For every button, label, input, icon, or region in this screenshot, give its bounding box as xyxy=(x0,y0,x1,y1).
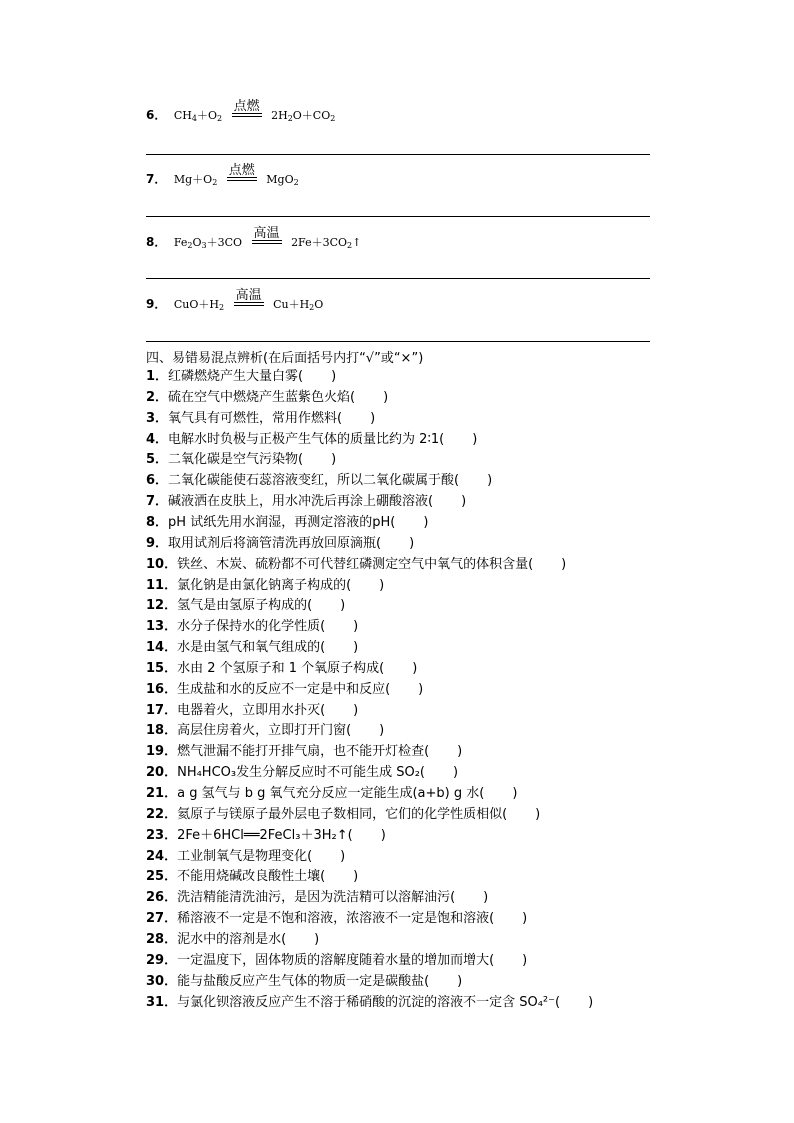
item-text: 燃气泄漏不能打开排气扇，也不能开灯检查( xyxy=(177,744,430,760)
section-title: 四、易错易混点辨析(在后面括号内打“√”或“×”) xyxy=(146,351,424,366)
list-item xyxy=(146,763,458,783)
list-item xyxy=(146,909,527,929)
equation-number: 8． xyxy=(146,235,167,249)
item-number: 17． xyxy=(146,702,178,718)
answer-line xyxy=(146,341,650,342)
list-item xyxy=(146,888,488,908)
list-item xyxy=(146,805,540,825)
item-number: 21． xyxy=(146,786,178,801)
close-paren: ) xyxy=(472,431,478,447)
list-item xyxy=(146,701,358,721)
close-paren: ) xyxy=(379,723,385,739)
item-number: 27． xyxy=(146,911,178,927)
close-paren: ) xyxy=(353,640,359,656)
list-item xyxy=(146,430,477,450)
item-text: 铁丝、木炭、硫粉都不可代替红磷测定空气中氧气的体积含量( xyxy=(177,556,534,572)
list-item xyxy=(146,596,345,616)
close-paren: ) xyxy=(353,619,359,635)
close-paren: ) xyxy=(353,702,359,718)
list-item xyxy=(146,617,358,637)
list-item xyxy=(146,784,517,804)
item-number: 19． xyxy=(146,744,178,760)
close-paren: ) xyxy=(314,931,320,947)
item-number: 1． xyxy=(146,369,169,384)
close-paren: ) xyxy=(331,452,337,468)
item-text: 取用试剂后将滴管清洗再放回原滴瓶( xyxy=(168,535,382,551)
close-paren: ) xyxy=(418,681,424,697)
list-item xyxy=(146,388,388,408)
list-item xyxy=(146,367,336,387)
item-number: 29． xyxy=(146,952,178,968)
close-paren: ) xyxy=(535,806,541,822)
close-paren: ) xyxy=(461,494,467,510)
item-text: 氯化钠是由氯化钠离子构成的( xyxy=(177,577,352,593)
close-paren: ) xyxy=(340,598,346,614)
item-text: 生成盐和水的反应不一定是中和反应( xyxy=(177,681,391,697)
gas-arrow: ↑ xyxy=(352,236,362,249)
item-text: 水分子保持水的化学性质( xyxy=(177,619,326,635)
item-number: 10． xyxy=(146,556,178,572)
item-number: 4． xyxy=(146,431,169,447)
list-item xyxy=(146,659,417,679)
item-text: NH₄HCO₃发生分解反应时不可能生成 SO₂( xyxy=(177,765,426,781)
list-item xyxy=(146,409,375,429)
reaction-condition: 高温 xyxy=(234,298,264,312)
close-paren: ) xyxy=(457,744,463,760)
item-number: 18． xyxy=(146,723,178,739)
item-text: 碱液洒在皮肤上，用水冲洗后再涂上硼酸溶液( xyxy=(168,494,434,510)
item-number: 5． xyxy=(146,452,169,468)
item-text: 稀溶液不一定是不饱和溶液，浓溶液不一定是饱和溶液( xyxy=(177,911,495,927)
close-paren: ) xyxy=(588,994,594,1010)
item-text: 电器着火，立即用水扑灭( xyxy=(177,702,326,718)
close-paren: ) xyxy=(561,556,567,572)
item-number: 15． xyxy=(146,660,178,676)
item-number: 6． xyxy=(146,473,169,489)
item-number: 11． xyxy=(146,577,178,593)
list-item xyxy=(146,847,345,867)
close-paren: ) xyxy=(457,973,463,989)
item-number: 7． xyxy=(146,494,169,510)
item-text: 二氧化碳是空气污染物( xyxy=(168,452,304,468)
item-number: 12． xyxy=(146,598,178,614)
reaction-condition: 点燃 xyxy=(227,173,257,187)
item-text: 一定温度下，固体物质的溶解度随着水量的增加而增大( xyxy=(177,952,495,968)
close-paren: ) xyxy=(522,952,528,968)
list-item xyxy=(146,930,319,950)
list-item xyxy=(146,638,358,658)
item-text: 洗洁精能清洗油污，是因为洗洁精可以溶解油污( xyxy=(177,890,456,906)
list-item xyxy=(146,450,336,470)
equation-number: 9． xyxy=(146,297,167,311)
list-item xyxy=(146,742,462,762)
reaction-condition: 点燃 xyxy=(232,109,262,123)
item-text: 二氧化碳能使石蕊溶液变红，所以二氧化碳属于酸( xyxy=(168,473,460,489)
item-number: 3． xyxy=(146,410,169,426)
close-paren: ) xyxy=(453,765,459,781)
item-text: 与氯化钡溶液反应产生不溶于稀硝酸的沉淀的溶液不一定含 SO₄²⁻( xyxy=(177,994,561,1010)
list-item xyxy=(146,826,386,846)
item-number: 26． xyxy=(146,890,178,906)
list-item xyxy=(146,576,384,596)
item-number: 25． xyxy=(146,869,178,885)
item-text: 氢气是由氢原子构成的( xyxy=(177,598,313,614)
close-paren: ) xyxy=(380,827,386,843)
item-text: 氧气具有可燃性，常用作燃料( xyxy=(168,410,343,426)
item-text: 水是由氢气和氧气组成的( xyxy=(177,640,326,656)
close-paren: ) xyxy=(483,890,489,906)
list-item xyxy=(146,993,593,1013)
item-text: 2Fe＋6HCl══2FeCl₃＋3H₂↑( xyxy=(177,827,353,843)
item-number: 8． xyxy=(146,514,169,530)
list-item xyxy=(146,513,428,533)
list-item xyxy=(146,555,566,575)
close-paren: ) xyxy=(331,369,337,384)
list-item xyxy=(146,951,527,971)
item-text: 不能用烧碱改良酸性土壤( xyxy=(177,869,326,885)
equation-number: 6． xyxy=(146,108,167,122)
close-paren: ) xyxy=(370,410,376,426)
item-text: 高层住房着火，立即打开门窗( xyxy=(177,723,352,739)
item-number: 31． xyxy=(146,994,178,1010)
item-text: 泥水中的溶剂是水( xyxy=(177,931,287,947)
item-number: 16． xyxy=(146,681,178,697)
item-number: 30． xyxy=(146,973,178,989)
close-paren: ) xyxy=(353,869,359,885)
close-paren: ) xyxy=(512,786,518,801)
close-paren: ) xyxy=(409,535,415,551)
item-number: 13． xyxy=(146,619,178,635)
item-number: 28． xyxy=(146,931,178,947)
list-item xyxy=(146,680,423,700)
list-item xyxy=(146,471,492,491)
item-number: 24． xyxy=(146,848,178,864)
item-text: 硫在空气中燃烧产生蓝紫色火焰( xyxy=(168,389,356,405)
item-text: 电解水时负极与正极产生气体的质量比约为 2∶1( xyxy=(168,431,445,447)
close-paren: ) xyxy=(379,577,385,593)
reaction-condition: 高温 xyxy=(252,236,282,250)
list-item xyxy=(146,867,358,887)
equation-number: 7． xyxy=(146,172,167,186)
item-text: 水由 2 个氢原子和 1 个氧原子构成( xyxy=(177,660,385,676)
item-text: pH 试纸先用水润湿，再测定溶液的pH( xyxy=(168,514,396,530)
item-text: a g 氢气与 b g 氧气充分反应一定能生成(a+b) g 水( xyxy=(177,786,485,801)
item-number: 2． xyxy=(146,389,169,405)
answer-line xyxy=(146,278,650,279)
close-paren: ) xyxy=(522,911,528,927)
item-number: 23． xyxy=(146,827,178,843)
item-text: 能与盐酸反应产生气体的物质一定是碳酸盐( xyxy=(177,973,430,989)
close-paren: ) xyxy=(412,660,418,676)
close-paren: ) xyxy=(383,389,389,405)
item-text: 红磷燃烧产生大量白雾( xyxy=(168,369,304,384)
item-number: 14． xyxy=(146,640,178,656)
item-text: 工业制氧气是物理变化( xyxy=(177,848,313,864)
list-item xyxy=(146,721,384,741)
item-number: 22． xyxy=(146,806,178,822)
list-item xyxy=(146,972,462,992)
answer-line xyxy=(146,216,650,217)
close-paren: ) xyxy=(423,514,429,530)
list-item xyxy=(146,492,466,512)
item-number: 20． xyxy=(146,765,178,781)
answer-line xyxy=(146,154,650,155)
item-text: 氦原子与镁原子最外层电子数相同，它们的化学性质相似( xyxy=(177,806,508,822)
close-paren: ) xyxy=(340,848,346,864)
item-number: 9． xyxy=(146,535,169,551)
list-item xyxy=(146,534,414,554)
close-paren: ) xyxy=(487,473,493,489)
